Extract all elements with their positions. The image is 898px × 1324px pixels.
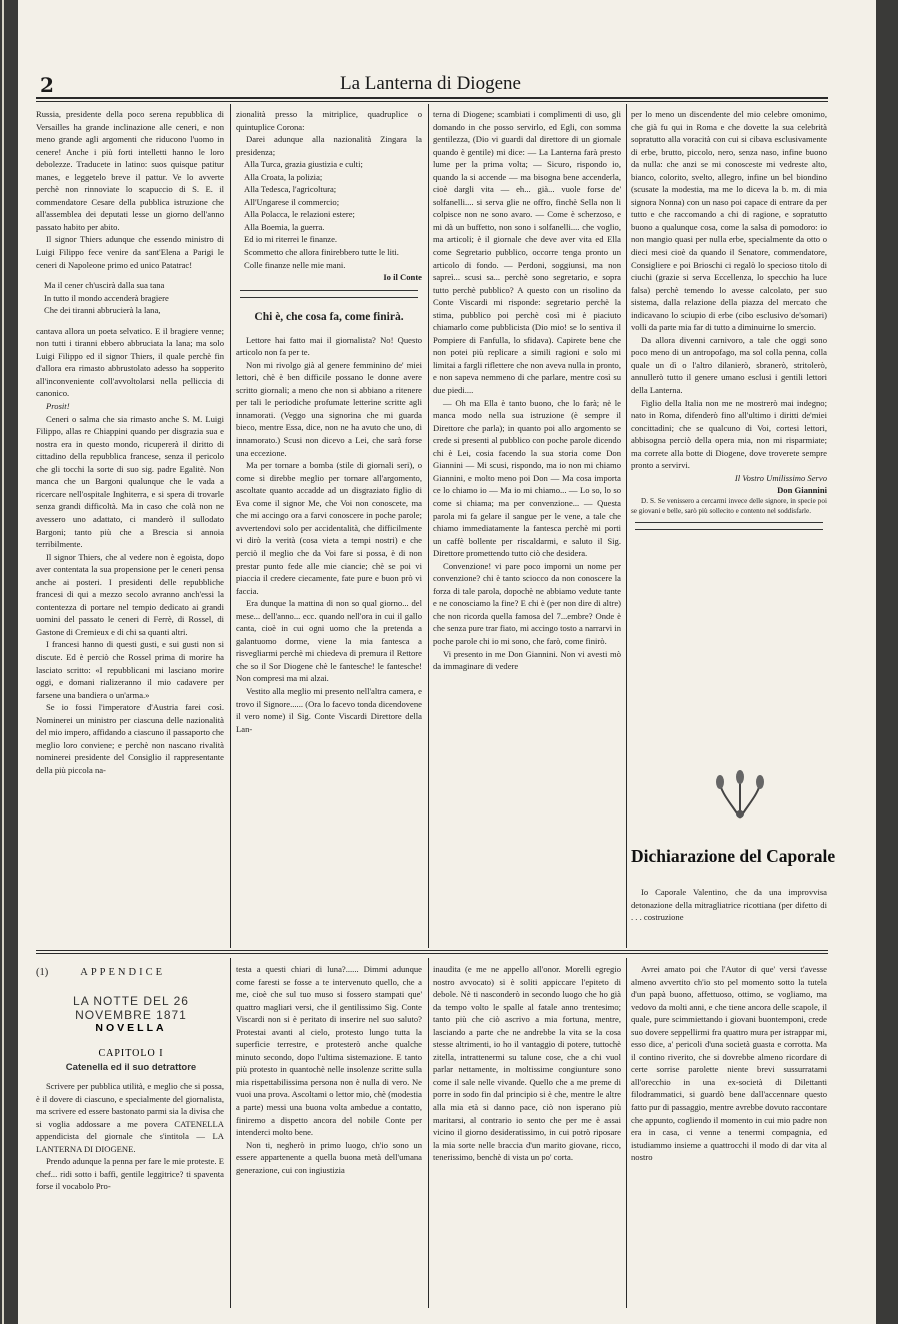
article-paragraph: cantava allora un poeta selvatico. E il bragiere venne; non tutti i tiranni ebbero abbruciata la lana; ma solo Luigi Filippo ed il signor Thiers, il quale perchè fin d'allora era rimasto abbrustolato adesso ha sopperito all'inconveniente coll'avvoltolarsi nella pelliccia di canonico.: [36, 325, 224, 399]
list-item: Colle finanze nelle mie mani.: [244, 259, 346, 270]
column-2: [236, 108, 422, 735]
article-paragraph: Darei adunque alla nazionalità Zingara la presidenza;: [236, 134, 422, 157]
story-date-title: LA NOTTE DEL 26 NOVEMBRE 1871: [73, 994, 189, 1022]
article-paragraph: per lo meno un discendente del mio celebre omonimo, che già fu qui in Roma e che dovette la sua celebrità sopratutto alla voracità con cui si cibava esclusivamente di erbe, brutto, piccolo, nero, senza naso, infine buono da nulla: che anzi se mi conosceste mi vedreste alto, bianco, colorito, svelto, allegro, infine un bel biondino (scusate la modestia, ma me lo diceva la b. m. di mia signora Nonna) con un naso poi capace di entrare da per tutto e che raccomando a chi di ragione, e sopratutto buono a qualunque cosa, come la salsa di pomodoro: io non mangio quasi per nulla erbe, specialmente da otto o dieci mesi cioè da quando il Senatore, commendatore, Consigliere e poi Brioschi ci regalò lo specioso titolo di ciuchi (grazie si serva Eccellenza, lo specchio ha luce falsa) perchè temendo lo avesse calcolato, per suo sistema, dalla relazione della piazza del mercato che indicavano lo sciupio di erbe (cibo esclusivo de'somari) volli da parte mia far di tutto a diminuirne lo smercio.: [631, 109, 827, 333]
article-paragraph: terna di Diogene; scambiati i complimenti di uso, gli domando in che posso servirlo, ed Egli, con somma gentilezza, (Dio vi guardi dal direttore di un giornale quando è gentile) mi dice: — La Lanterna farà presto lume per la prima volta; — Sicuro, rispondo io, quando la si accende — ma bisogna bene accenderla, cioè dargli vita — eh... già... vuole forse de' solfanelli.... si serva glie ne offro, finchè Sella non li colpisce non ne sono avaro. — Come è scherzoso, e mi dà un buffetto, non sono i solfanelli.... che voglio, ma articoli; è il giornale che deve aver vita ed Ella come Segretario pubblico, occorre tenga pronto un articolo di fondo. — Perdoni, soggiunsi, ma non sapreì... scusi sa... perchè sono segretario, e sopra tutto perchè pubblico? A questo con un risolino da Conte Viscardi mi risponde: segretario perchè la stima, pubblico poi perchè così mi è piaciuto chiamarlo come pubblicista (Dio mio! se lo sentiva il Pompiere di Fanfulla, lo sfidava). Capirete bene che non potei più replicare a simili ragioni e solo mi limitai a fargli riflettere che non aveva nulla in pronto, e non sapeva nemmeno di che parlare, mentre così su due piedi....: [433, 109, 621, 396]
article-paragraph: zionalità presso la mitriplice, quadruplice o quintuplice Corona:: [236, 109, 422, 132]
appendix-title: APPENDICE: [80, 967, 166, 978]
closing-line: Il Vostro Umilissimo Servo: [734, 472, 827, 483]
list-item: Alla Turca, grazia giustizia e culti;: [244, 159, 363, 170]
exclamation: Prosit!: [46, 401, 70, 412]
verse-line: Che dei tiranni abbrucierà la lana,: [44, 305, 161, 316]
verse-line: In tutto il mondo accenderà bragiere: [44, 292, 169, 303]
caporale-text: [631, 886, 827, 924]
article-paragraph: Figlio della Italia non me ne mostrerò mai indegno; nato in Roma, difenderò fino all'ultimo i diritti de'miei concittadini; che se qualcuno di Voi, cortesi lettori, abbisogna perciò della opera mia, non mi risparmiate; ma correte alla botte di Diogene, dove troverete sempre pronto a servirvi.: [631, 397, 827, 471]
story-paragraph: inaudita (e me ne appello all'onor. Morelli egregio nostro avvocato) si è soliti appiccare l'epiteto di debole. Nè ti nasconderò in secondo luogo che ho già da tempo volto le spalle al fatale anno trentesimo; tanto più che ciò ascrivo a mia fortuna, mentre, lasciando a parte che ne andrebbe la vita se la cosa stesse altrimenti, io ho il vantaggio di potere, tuttochè zitella, intrattenermi su talune cose, che a chi vuol parlar nettamente, in moltissime congiunture sono come il sale nelle vivande. Quello che a me preme di porre in sodo fin dal principio si è che, mentre le altre alla mia età si danno pace, ciò non isperano più maritarsi, al contrario io sento che per me è assai vicino il giorno desideratissimo, in cui potrò riposare la mia sorte nelle braccia d'un marito giovane, ricco, tenerissimo, benchè di vista un po' corta.: [433, 964, 621, 1163]
header-rule-thin: [36, 101, 828, 102]
signature: Don Giannini: [777, 485, 827, 496]
article-paragraph: Russia, presidente della poco serena repubblica di Versailles ha grande inclinazione alle ceneri, e non meno grande agli argomenti che riducono l'uomo in cenere! Anche i più forti intelletti hanno le loro debolezze. Traducete in latino: suos quisque patitur manes, e leggetelo breve il pattur. Ve lo avverte perchè non rinnoviate lo scapuccio di S. E. il commendatore Cesare della pubblica istruzione che all'assemblea dei deputati lesse un giorno dell'anno passato habito per abito.: [36, 109, 224, 232]
article-paragraph: Se io fossi l'imperatore d'Austria farei così. Nominerei un ministro per ciascuna delle nazionalità del mio impero, affidando a ciascuno il passaporto che meglio loro conviene; e perchè non nascano rivalità nominerei presidente del Consiglio il rappresentante della più piccola na-: [36, 702, 224, 775]
page-number: 2: [40, 73, 54, 97]
feathers-emblem-icon: [712, 770, 768, 820]
appendix-number: (1): [36, 967, 49, 978]
list-item: Scommetto che allora finirebbero tutte le liti.: [244, 247, 399, 258]
list-item: Alla Boemia, la guerra.: [244, 221, 325, 232]
appendix-label: [36, 967, 226, 978]
article-paragraph: Il signor Thiers adunque che essendo ministro di Luigi Filippo fece venire da sant'Elena a Parigi le ceneri di Napoleone primo ed unico Patatrac!: [36, 234, 224, 270]
column-divider: [626, 104, 627, 948]
appendix-column-divider: [428, 958, 429, 1308]
appendix-column-1: [36, 1080, 224, 1193]
list-item: Alla Tedesca, l'agricoltura;: [244, 184, 337, 195]
list-item: Alla Croata, la polizia;: [244, 171, 323, 182]
column-4: [631, 108, 827, 536]
masthead-title: La Lanterna di Diogene: [340, 73, 521, 94]
appendix-rule-thin: [36, 953, 828, 954]
appendix-column-divider: [230, 958, 231, 1308]
article-paragraph: Il signor Thiers, che al vedere non è egoista, dopo aver contentata la sua propensione per le ceneri pensa anche ai posteri. I presidenti delle repubbliche francesi di qui a mezzo secolo avranno anch'essi la contentezza di portare nel tempio dedicato ai grandi uomini del passato le ceneri di Ferrè, di Rossel, di Gastone di Cremieux e di chi sa quanti altri.: [36, 551, 224, 637]
list-item: Ed io mi riterrei le finanze.: [244, 234, 338, 245]
appendix-column-2: [236, 963, 422, 1176]
list-item: Alla Polacca, le relazioni estere;: [244, 209, 355, 220]
story-paragraph: Scrivere per pubblica utilità, e meglio che si possa, è il dovere di ciascuno, e specialmente del giornalista, ma scrivere ed essere bastonato parmi sia la divisa che si voglia addossare a me povera CATENELLA appendicista del giornale che s'intitola — LA LANTERNA DI DIOGENE.: [36, 1081, 224, 1154]
signature: Io il Conte: [383, 272, 422, 283]
article-paragraph: I francesi hanno di questi gusti, e sui gusti non si discute. Ed è perciò che Rossel prima di morire ha lasciato scritto: «I repubblicani mi lasciano morire oggi, e domani rializeranno il mio cadavere per farsene una bandiera o un'arma.»: [36, 639, 224, 700]
story-paragraph: testa a questi chiari di luna?...... Dimmi adunque come faresti se fosse a te intervenuto quello, che a me, cioè che sul tuo muso si fossero stampati que' quattro magliari versi, che il gentilissimo Sig. Conte Viscardi non si è peritato di inserire nel suo saluto? Protestai avanti al cielo, protesto lungo tutta la superficie terrestre, e protesterò anche qualche minuto secondo, dopo l'ultima sistemazione. E tanto più protesto in quantochè nelle insolenze scritte sulla mia rispettabilissima persona non è nulla di vero. Ne vuoi una prova. Ascoltami o lettor mio, chè (modestia a parte) messi una buona volta ambedue a contatto, finiremo a dispetto ancora del nobile Conte per intenderci molto bene.: [236, 964, 422, 1138]
story-paragraph: Non ti, negherò in primo luogo, ch'io sono un essere appartenente a quella buona metà dell'umana generazione, cui con ingiustizia: [236, 1139, 422, 1175]
article-paragraph: — Oh ma Ella è tanto buono, che lo farà; nè le manca modo nella sua istruzione (è sempre il Direttore che parla); in quanto poi allo argomento se crede si presenti al pubblico con poche parole dicendo chi è Lei, cosia facendo la sua storia come Don Giannini — Mi scusi, rispondo, ma io non mi chiamo Giannini, e molto meno poi Don — Ma cosa importa ce lo chiamo io — Ma io mi chiamo... — Lo so, lo so come si chiama; ma per convenzione... — Questa parola mi fa gelare il sangue per le vene, a tale che chiamo immediatamente la fantesca perchè mi porti un caffè bollente per riscaldarmi, e saluto il Sig. Direttore promettendo tutto ciò che desidera.: [433, 397, 621, 559]
chapter-heading: CAPITOLO I: [98, 1048, 164, 1059]
column-1: [36, 108, 224, 776]
appendix-column-3: [433, 963, 621, 1164]
article-paragraph: Convenzione! vi pare poco imporni un nome per convenzione? chi è tanto sciocco da non conoscere la forza di tale parola, dopochè ne abbiamo vedute tante e ne conosciamo la fine? E chi è (per non dire di altre) che non ricorda quella famosa del 7...embre? Onde è che senza pure trar fiato, mi accingo tosto a narrarvi in poche parole chi io mi sono, che farò, come finirò.: [433, 560, 621, 646]
appendix-rule: [36, 950, 828, 951]
appendix-column-4: [631, 963, 827, 1164]
column-divider: [428, 104, 429, 948]
article-paragraph: Ma per tornare a bomba (stile di giornali seri), o come si direbbe meglio per tornare all'argomento, ascoltate quanto accadde ad un disgraziato figlio di Eva come il signor Me, che Voi non conoscete, ma che mi accingo ora a farvi conoscere in poche parole; avvertendovi solo per accidentalità, che difficilmente vi dirò la verità (cosa vieta a tempi nostri) e che perciò il meglio che da Voi fare si possa, è di non prestar punto fede alle mie ciancie; chè se poi vi piaccia il credere ciecamente, fate pure e buon prò vi faccia.: [236, 460, 422, 596]
story-paragraph: Avrei amato poi che l'Autor di que' versi t'avesse almeno avvertito ch'io sto pel momento sotto la tutela d'un papà buono, affettuoso, ottimo, se vogliamo, ma vedovo da molti anni, e che tiene ancora delle scapole, il quale, pure scimmiettando i giovani buontemponi, crede suo dovere seppellirmi fra quattro mura per istrappar mi, esso dice, a' pericoli d'una società guasta e corrotta. Ma il contino riverito, che si dovrebbe almeno ricordare di certe sorrise parolette niente brevi sussurratami all'orecchio in una ex-società di Dilettanti filodrammatici, si guardò bene dall'accennare questo fatto pur di passaggio, mentre avrebbe dovuto raccontare che appunto, cogliendo il momento in cui mio padre non era in casa, ci venne a tenermi compagnia, ed istudiammo insieme a quattrocchi il modo di dar vita al nostro: [631, 964, 827, 1163]
article-paragraph: Vi presento in me Don Giannini. Non vi avesti mò da immaginare di vedere: [433, 648, 621, 672]
novella-heading: NOVELLA: [95, 1022, 167, 1034]
header-rule: [36, 97, 828, 99]
postscript-note: D. S. Se venissero a cercarmi invece delle signore, in specie poi se giovani e belle, sarò più sollecito e contento nel soddisfarle.: [631, 496, 827, 515]
appendix-column-divider: [626, 958, 627, 1308]
page-frame: [2, 0, 4, 1324]
article-paragraph: Non mi rivolgo già al genere femminino de' miei lettori, chè è ben difficile possano le donne avere scritto giornali; a meno che non si abbiano a ritenere per tali le periodiche profumate letterine scritte agli innamorati. (Veggo una signorina che mi guarda bieco, mentre Essa, dice, non ne ha avuto che uno, di innamorato.) Scusi non dicevo a Lei, che sarà forse una eccezione.: [236, 359, 422, 458]
chapter-subtitle: Catenella ed il suo detrattore: [65, 1062, 197, 1073]
article-paragraph: Era dunque la mattina di non so qual giorno... del mese... dell'anno... ecc. quando nell'ora in cui il gallo canta, cioè in cui ogni uomo che la pretenda a galantuomo dorme, viene la mia fantesca a risvegliarmi perchè mi chiedeva di premura il Rettore che so il Sor Diogene chè le fantesche! le fantesche! Non compresi ma mi alzai.: [236, 598, 422, 684]
article-paragraph: Vestito alla meglio mi presento nell'altra camera, e trovo il Signore...... (Ora lo facevo tonda dicendovene il vero nome) il Sig. Conte Viscardi Direttore della Lan-: [236, 685, 422, 734]
section-heading: Dichiarazione del Caporale: [631, 846, 836, 866]
story-paragraph: Prendo adunque la penna per fare le mie proteste. E chef... ridi sotto i baffi, gentile leggitrice? ti spaventa forse il vocabolo Pro-: [36, 1156, 224, 1192]
list-item: All'Ungarese il commercio;: [244, 196, 340, 207]
ornamental-rule: [240, 290, 418, 298]
ornamental-rule: [635, 522, 823, 530]
column-3: [433, 108, 621, 673]
article-paragraph: Io Caporale Valentino, che da una improvvisa detonazione della mitragliatrice ricottiana (per difetto di . . . costruzione: [631, 887, 827, 923]
article-paragraph: Lettore hai fatto mai il giornalista? No! Questo articolo non fa per te.: [236, 334, 422, 358]
article-paragraph: Ceneri o salma che sia rimasto anche S. M. Luigi Filippo, allas re Chiappini quando per disgrazia sua e nostra era in questo mondo, ricupererà il diritto di cittadino della repubblica francese, senza il pericolo che gli tocchi la sorte di suo sig. padre Egalitè. Non manca che un Bargoni qualunque che le vada a ricercare nell'ospitale Inghiterra, e si spera di trovarle senza grandi difficoltà. Ma in caso che colà non ne avessero uno adattato, ci manderò il sullodato Bargoni; tanto più che a Brescia si annoia terribilmente.: [36, 413, 224, 550]
article-paragraph: Da allora divenni carnivoro, a tale che oggi sono poco meno di un antropofago, ma sol colla penna, colla quale un dì o l'altro dilanierò, sbranerò, stritolerò, annullerò tutto il genere umano esclusi i gentili lettori della Lanterna.: [631, 334, 827, 396]
column-divider: [230, 104, 231, 948]
verse-line: Ma il cener ch'uscirà dalla sua tana: [44, 280, 165, 291]
article-title: Chi è, che cosa fa, come finirà.: [254, 310, 404, 323]
